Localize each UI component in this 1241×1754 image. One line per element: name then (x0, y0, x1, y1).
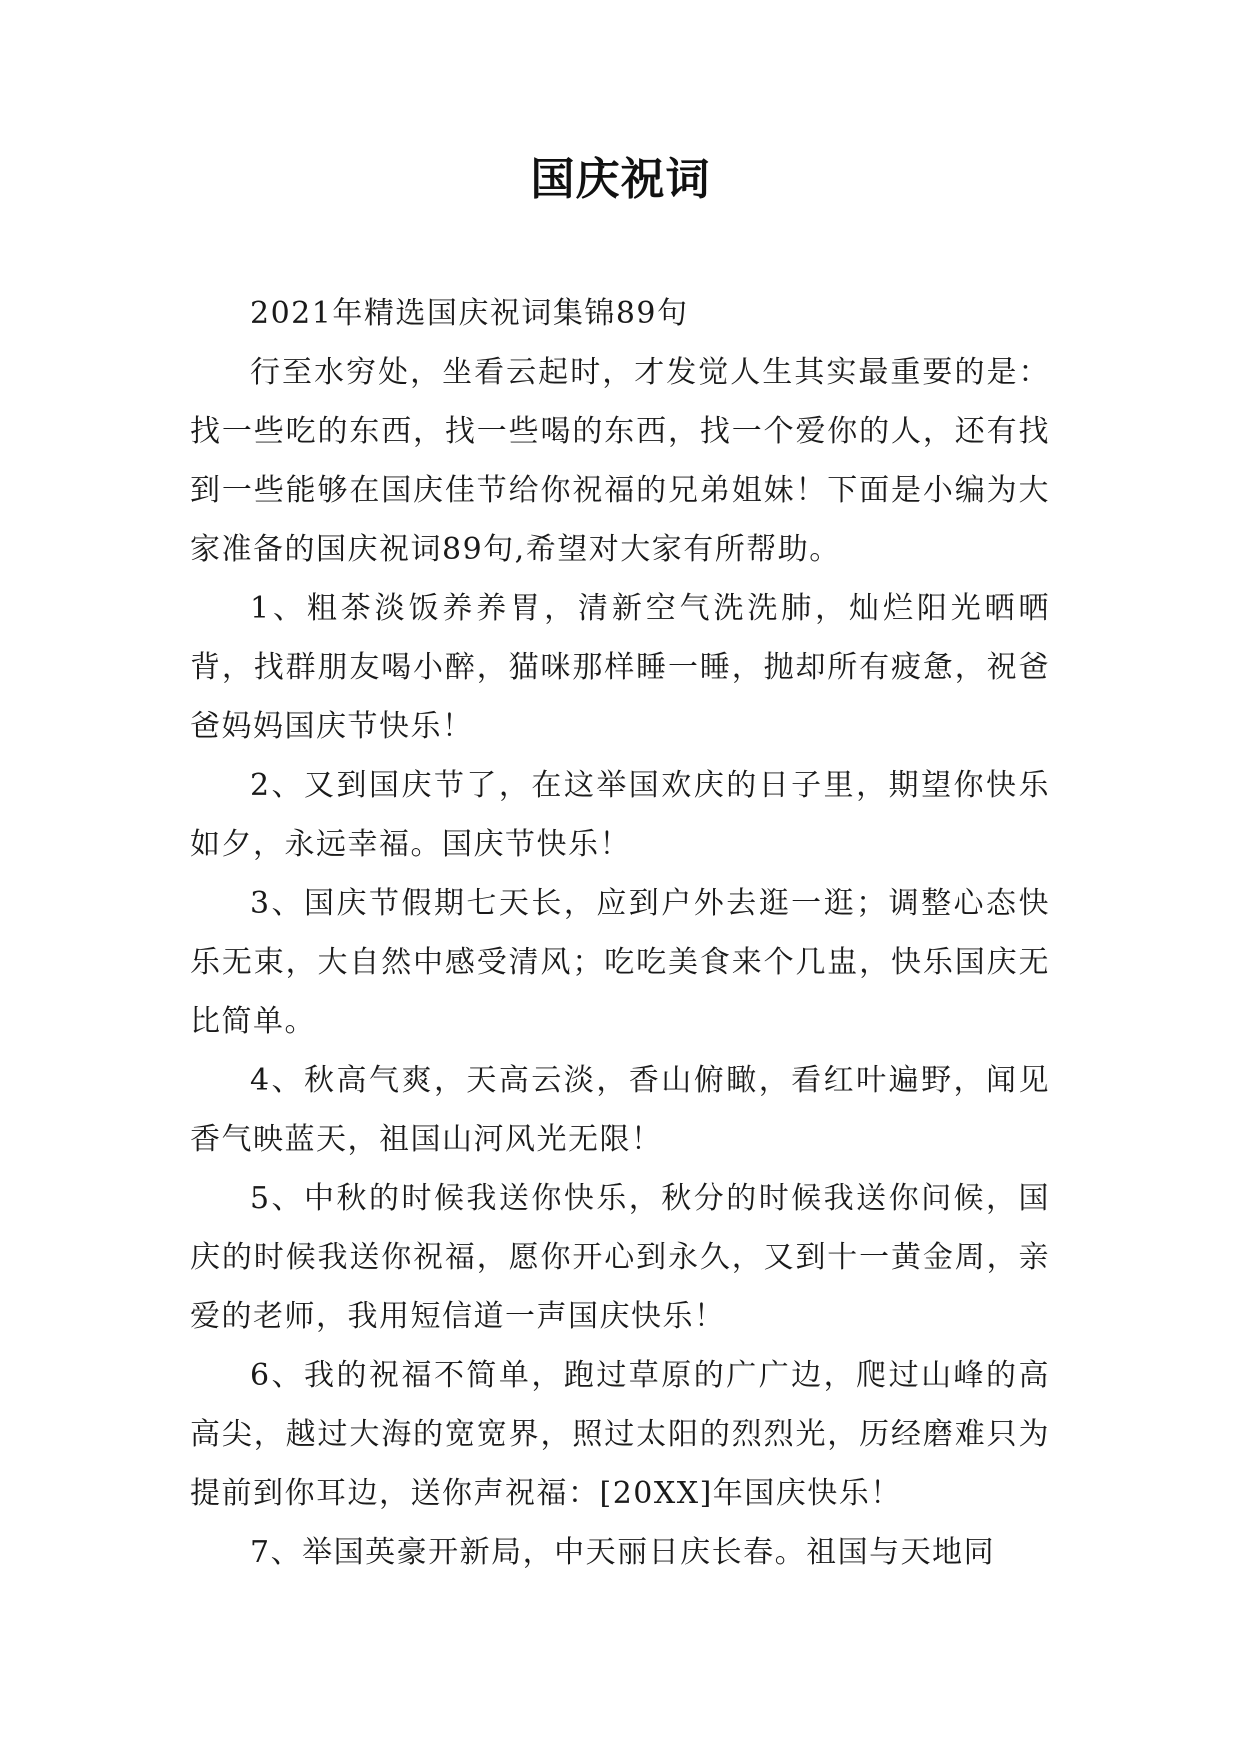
paragraph-intro: 行至水穷处，坐看云起时，才发觉人生其实最重要的是：找一些吃的东西，找一些喝的东西，找一个爱你的人，还有找到一些能够在国庆佳节给你祝福的兄弟姐妹！下面是小编为大家准备的国庆祝词89句,希望对大家有所帮助。 (190, 355, 1050, 567)
paragraph-item-4: 4、秋高气爽，天高云淡，香山俯瞰，看红叶遍野，闻见香气映蓝天，祖国山河风光无限！ (190, 1063, 1050, 1157)
paragraph-item-1: 1、粗茶淡饭养养胃，清新空气洗洗肺，灿烂阳光晒晒背，找群朋友喝小醉，猫咪那样睡一睡，抛却所有疲惫，祝爸爸妈妈国庆节快乐！ (190, 591, 1050, 744)
document-title: 国庆祝词 (530, 154, 711, 205)
paragraph-item-2: 2、又到国庆节了，在这举国欢庆的日子里，期望你快乐如夕，永远幸福。国庆节快乐！ (190, 768, 1050, 862)
paragraph-item-5: 5、中秋的时候我送你快乐，秋分的时候我送你问候，国庆的时候我送你祝福，愿你开心到永久，又到十一黄金周，亲爱的老师，我用短信道一声国庆快乐！ (190, 1181, 1050, 1334)
paragraph-item-6: 6、我的祝福不简单，跑过草原的广广边，爬过山峰的高高尖，越过大海的宽宽界，照过太阳的烈烈光，历经磨难只为提前到你耳边，送你声祝福：[20XX]年国庆快乐！ (190, 1358, 1050, 1511)
paragraph-subtitle: 2021年精选国庆祝词集锦89句 (250, 296, 689, 331)
paragraph-item-7: 7、举国英豪开新局，中天丽日庆长春。祖国与天地同 (250, 1535, 996, 1570)
paragraph-item-3: 3、国庆节假期七天长，应到户外去逛一逛；调整心态快乐无束，大自然中感受清风；吃吃美食来个几盅，快乐国庆无比简单。 (190, 886, 1050, 1039)
document-body (190, 284, 1050, 1582)
